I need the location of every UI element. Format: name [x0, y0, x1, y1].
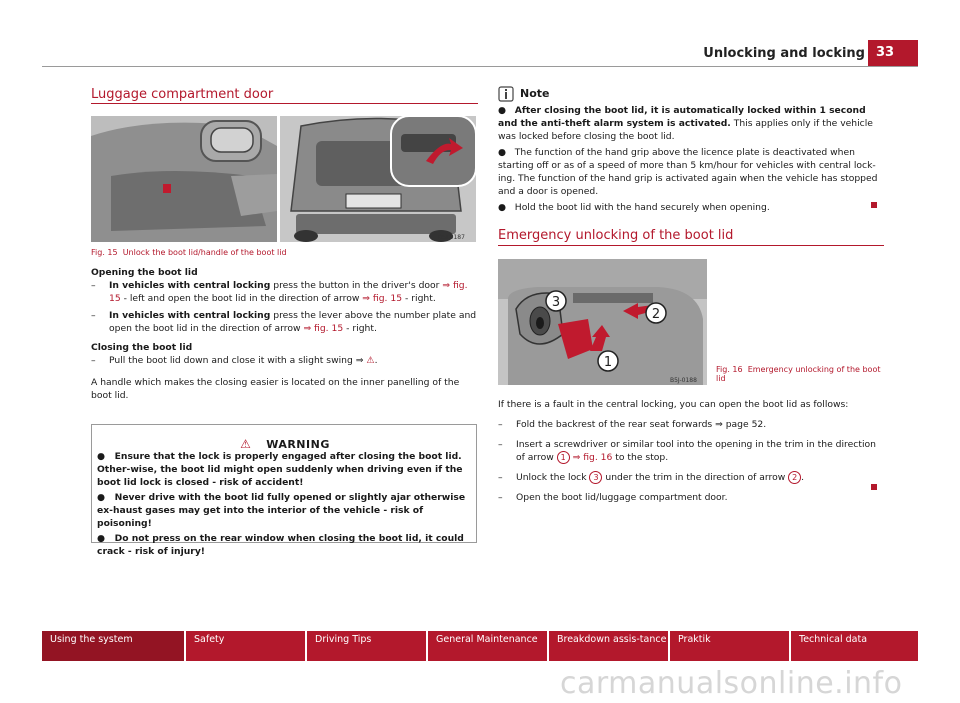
opening-item-1: – In vehicles with central locking press the button in the driver's door ⇒ fig. 15 - left and open the boot lid in the direction of arrow ⇒ fig. 15 - right.: [91, 280, 468, 304]
chapter-title: Unlocking and locking: [703, 46, 865, 61]
figure-16-caption: Fig. 16 Emergency unlocking of the boot lid: [716, 365, 881, 383]
tab-safety[interactable]: Safety: [186, 631, 305, 661]
note-item-1: ● After closing the boot lid, it is automatically locked within 1 second and the anti-theft alarm system is activated. This applies only if the vehicle was locked before closing the boot lid.: [498, 105, 873, 142]
section-rule: [91, 103, 478, 104]
tab-general-maintenance[interactable]: General Maintenance: [428, 631, 547, 661]
warning-item: ● Do not press on the rear window when closing the boot lid, it could crack - risk of injury!: [97, 533, 464, 557]
fig-ref-link[interactable]: ⇒ fig. 15: [303, 323, 344, 334]
warning-triangle-icon: ⚠: [240, 437, 251, 451]
warning-list: [97, 450, 471, 558]
page-number: 33: [868, 40, 918, 66]
tab-using-the-system[interactable]: Using the system: [42, 631, 184, 661]
emergency-intro: If there is a fault in the central locking, you can open the boot lid as follows:: [498, 399, 849, 410]
closing-item: – Pull the boot lid down and close it with a slight swing ⇒ ⚠.: [91, 355, 378, 366]
section-rule: [498, 245, 884, 246]
note-title: Note: [520, 87, 550, 100]
warning-item: ● Never drive with the boot lid fully opened or slightly ajar otherwise ex-haust gases may get into the interior of the vehicle - risk of poisoning!: [97, 492, 466, 529]
section-title-emergency: Emergency unlocking of the boot lid: [498, 228, 734, 243]
opening-instructions: [91, 266, 479, 402]
warning-title: WARNING: [266, 438, 330, 451]
warning-ref-icon[interactable]: ⚠: [366, 355, 375, 366]
callout-ref-2: 2: [788, 471, 801, 484]
figure-16: [498, 259, 707, 385]
closing-heading: Closing the boot lid: [91, 342, 193, 353]
figure-16-illustration: [498, 259, 707, 385]
fig-ref-link[interactable]: ⇒ fig. 16: [572, 452, 613, 463]
figure-15-code: B5J-0187: [438, 234, 465, 241]
tab-praktik[interactable]: Praktik: [670, 631, 789, 661]
tab-driving-tips[interactable]: Driving Tips: [307, 631, 426, 661]
note-body: [498, 104, 884, 214]
info-icon: [498, 86, 514, 102]
section-title-luggage: Luggage compartment door: [91, 87, 274, 102]
step-1: – Fold the backrest of the rear seat forwards ⇒ page 52.: [498, 419, 767, 430]
watermark: carmanualsonline.info: [560, 666, 903, 701]
emergency-instructions: [498, 398, 886, 504]
end-mark: [871, 202, 877, 208]
figure-15: [91, 116, 476, 242]
warning-item: ● Ensure that the lock is properly engaged after closing the boot lid. Other-wise, the boot lid might open suddenly when driving even if the boot lid lock is closed - risk of accident!: [97, 451, 463, 488]
opening-heading: Opening the boot lid: [91, 267, 198, 278]
step-2: – Insert a screwdriver or similar tool into the opening in the trim in the direction of arrow 1 ⇒ fig. 16 to the stop.: [498, 439, 876, 463]
callout-ref-3: 3: [589, 471, 602, 484]
step-4: – Open the boot lid/luggage compartment door.: [498, 492, 728, 503]
warning-box: [91, 424, 477, 557]
handle-paragraph: A handle which makes the closing easier is located on the inner panelling of the boot lid.: [91, 377, 460, 401]
step-3: – Unlock the lock 3 under the trim in the direction of arrow 2 .: [498, 472, 805, 483]
end-mark: [871, 484, 877, 490]
footer-nav: [42, 631, 918, 661]
figure-16-code: B5J-0188: [670, 377, 697, 384]
note-item-3: ● Hold the boot lid with the hand securely when opening.: [498, 202, 770, 213]
note-item-2: ● The function of the hand grip above the licence plate is deactivated when starting off or as of a speed of more than 5 km/hour for vehicles with central lock-ing. The function of the hand grip is activated again when the vehicle has stopped and a door is opened.: [498, 147, 878, 197]
callout-2: 2: [651, 307, 661, 322]
note-header: [498, 86, 550, 106]
callout-3: 3: [551, 295, 561, 310]
fig-ref-link[interactable]: ⇒ fig. 15: [362, 293, 403, 304]
figure-15-caption: Fig. 15 Unlock the boot lid/handle of the boot lid: [91, 248, 287, 257]
callout-1: 1: [603, 355, 613, 370]
header-rule: [42, 66, 918, 67]
figure-15-illustration: [91, 116, 476, 242]
fig-ref-link[interactable]: ⇒ fig. 15: [109, 280, 468, 304]
tab-technical-data[interactable]: Technical data: [791, 631, 918, 661]
opening-item-2: – In vehicles with central locking press the lever above the number plate and open the boot lid in the direction of arrow ⇒ fig. 15 - right.: [91, 310, 477, 334]
tab-breakdown-assistance[interactable]: Breakdown assis-tance: [549, 631, 668, 661]
callout-ref-1: 1: [557, 451, 570, 464]
